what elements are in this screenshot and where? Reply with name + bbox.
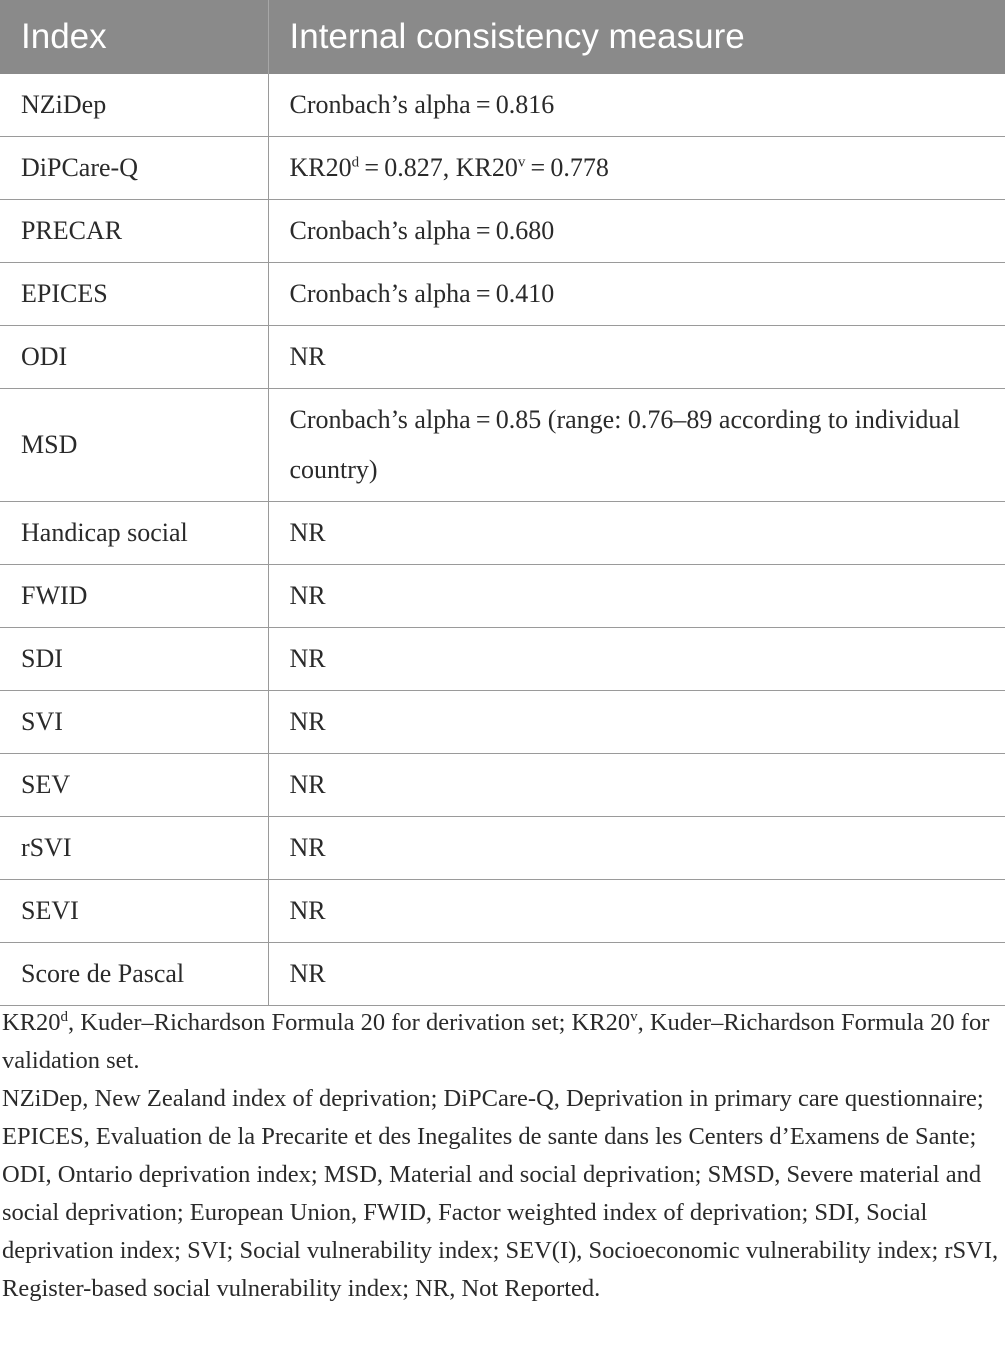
measure-text: = 0.778 [525, 153, 609, 182]
table-row [0, 137, 1005, 200]
measure-cell: NR [268, 754, 1005, 817]
superscript: d [60, 1008, 69, 1025]
table-row [0, 389, 1005, 502]
superscript: d [351, 154, 360, 171]
index-cell: NZiDep [0, 74, 268, 137]
index-cell: MSD [0, 389, 268, 502]
index-cell: SVI [0, 691, 268, 754]
table-row [0, 200, 1005, 263]
superscript: v [517, 154, 526, 171]
measure-text: KR20 [289, 153, 352, 182]
measure-cell: NR [268, 502, 1005, 565]
measure-text: = 0.827, KR20 [359, 153, 518, 182]
footnote-text: KR20 [2, 1009, 61, 1036]
measure-cell: Cronbach’s alpha = 0.410 [268, 263, 1005, 326]
table-body [0, 74, 1005, 1006]
measure-cell [268, 137, 1005, 200]
table-row [0, 502, 1005, 565]
measure-cell: Cronbach’s alpha = 0.85 (range: 0.76–89 according to individual country) [268, 389, 1005, 502]
footnote-abbreviations-indices: NZiDep, New Zealand index of deprivation; DiPCare-Q, Deprivation in primary care questionnaire; EPICES, Evaluation de la Precarite et des Inegalites de sante dans les Centers d’Examens de Sante; ODI, Ontario deprivation index; MSD, Material and social deprivation; SMSD, Severe material and social deprivation; European Union, FWID, Factor weighted index of deprivation; SDI, Social deprivation index; SVI; Social vulnerability index; SEV(I), Socioeconomic vulnerability index; rSVI, Register-based social vulnerability index; NR, Not Reported. [2, 1085, 999, 1302]
measure-cell: NR [268, 565, 1005, 628]
measure-cell: NR [268, 628, 1005, 691]
table-row [0, 880, 1005, 943]
index-cell: DiPCare-Q [0, 137, 268, 200]
index-cell: rSVI [0, 817, 268, 880]
measure-cell: NR [268, 880, 1005, 943]
table-footnotes [2, 1004, 1004, 1308]
measure-cell: Cronbach’s alpha = 0.816 [268, 74, 1005, 137]
index-cell: FWID [0, 565, 268, 628]
table-row [0, 754, 1005, 817]
table-row [0, 263, 1005, 326]
table-row [0, 565, 1005, 628]
measure-cell: NR [268, 691, 1005, 754]
superscript: v [630, 1008, 638, 1025]
column-header-measure: Internal consistency measure [289, 17, 745, 56]
footnote-text: , Kuder–Richardson Formula 20 for derivation set; KR20 [68, 1009, 631, 1036]
table-row [0, 691, 1005, 754]
index-cell: SDI [0, 628, 268, 691]
index-cell: SEVI [0, 880, 268, 943]
measure-cell: NR [268, 817, 1005, 880]
table-row [0, 326, 1005, 389]
table-row [0, 943, 1005, 1006]
footnote-text: , Kuder–Richardson Formula 20 for validation set. [2, 1009, 990, 1074]
index-cell: SEV [0, 754, 268, 817]
measure-cell: NR [268, 943, 1005, 1006]
footnote-abbreviations-kr20 [2, 1004, 1004, 1080]
measure-cell: Cronbach’s alpha = 0.680 [268, 200, 1005, 263]
table-row [0, 817, 1005, 880]
column-header-index: Index [0, 0, 268, 74]
header-row [0, 0, 1005, 74]
index-cell: EPICES [0, 263, 268, 326]
table-header [0, 0, 1005, 74]
table-row [0, 74, 1005, 137]
index-cell: Handicap social [0, 502, 268, 565]
index-cell: ODI [0, 326, 268, 389]
table-row [0, 628, 1005, 691]
measure-cell: NR [268, 326, 1005, 389]
index-cell: Score de Pascal [0, 943, 268, 1006]
index-cell: PRECAR [0, 200, 268, 263]
